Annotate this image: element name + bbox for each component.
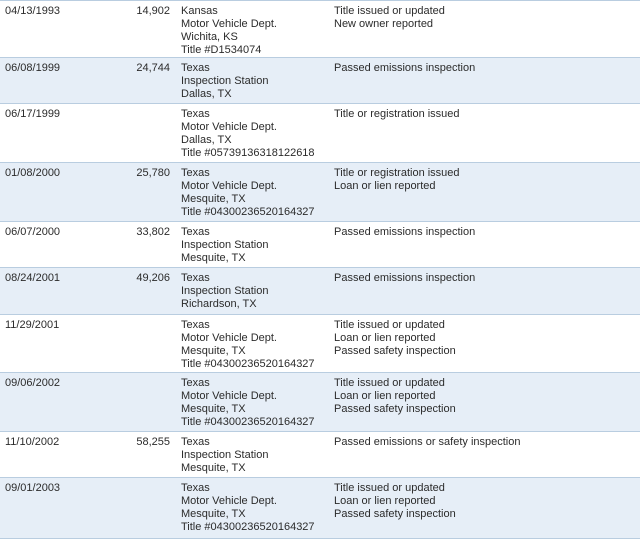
record-details: Title or registration issued — [334, 108, 460, 120]
record-details: Title issued or updated New owner reported — [334, 5, 445, 30]
history-row — [0, 163, 640, 222]
record-date: 04/13/1993 — [5, 5, 61, 17]
history-row — [0, 268, 640, 315]
record-source: Texas Motor Vehicle Dept. Dallas, TX Title #05739136318122618 — [181, 108, 315, 159]
record-date: 09/01/2003 — [5, 482, 61, 494]
record-source: Texas Inspection Station Mesquite, TX — [181, 436, 269, 474]
record-date: 08/24/2001 — [5, 272, 61, 284]
record-source: Texas Motor Vehicle Dept. Mesquite, TX Title #04300236520164327 — [181, 377, 315, 428]
record-date: 06/17/1999 — [5, 108, 61, 120]
history-row — [0, 58, 640, 104]
record-source: Texas Inspection Station Mesquite, TX — [181, 226, 269, 264]
record-date: 09/06/2002 — [5, 377, 61, 389]
record-details: Title issued or updated Loan or lien reported Passed safety inspection — [334, 377, 456, 415]
record-mileage: 25,780 — [136, 167, 170, 179]
record-details: Passed emissions or safety inspection — [334, 436, 521, 448]
record-source: Texas Motor Vehicle Dept. Mesquite, TX Title #04300236520164327 — [181, 319, 315, 370]
record-source: Texas Motor Vehicle Dept. Mesquite, TX Title #04300236520164327 — [181, 167, 315, 218]
history-row — [0, 104, 640, 163]
record-mileage: 49,206 — [136, 272, 170, 284]
record-details: Title issued or updated Loan or lien reported Passed safety inspection — [334, 319, 456, 357]
record-source: Kansas Motor Vehicle Dept. Wichita, KS Title #D1534074 — [181, 5, 277, 56]
record-mileage: 24,744 — [136, 62, 170, 74]
history-row — [0, 315, 640, 373]
record-mileage: 33,802 — [136, 226, 170, 238]
history-row — [0, 478, 640, 539]
history-row — [0, 432, 640, 478]
record-date: 06/08/1999 — [5, 62, 61, 74]
record-details: Passed emissions inspection — [334, 226, 476, 238]
history-row — [0, 222, 640, 268]
record-date: 01/08/2000 — [5, 167, 61, 179]
record-source: Texas Inspection Station Richardson, TX — [181, 272, 269, 310]
history-row — [0, 373, 640, 432]
record-date: 11/29/2001 — [5, 319, 60, 331]
record-details: Title issued or updated Loan or lien reported Passed safety inspection — [334, 482, 456, 520]
record-date: 06/07/2000 — [5, 226, 61, 238]
record-date: 11/10/2002 — [5, 436, 60, 448]
record-mileage: 58,255 — [136, 436, 170, 448]
record-source: Texas Inspection Station Dallas, TX — [181, 62, 269, 100]
record-details: Passed emissions inspection — [334, 272, 476, 284]
record-details: Passed emissions inspection — [334, 62, 476, 74]
record-source: Texas Motor Vehicle Dept. Mesquite, TX Title #04300236520164327 — [181, 482, 315, 533]
record-details: Title or registration issued Loan or lien reported — [334, 167, 460, 192]
history-row — [0, 1, 640, 58]
record-mileage: 14,902 — [136, 5, 170, 17]
